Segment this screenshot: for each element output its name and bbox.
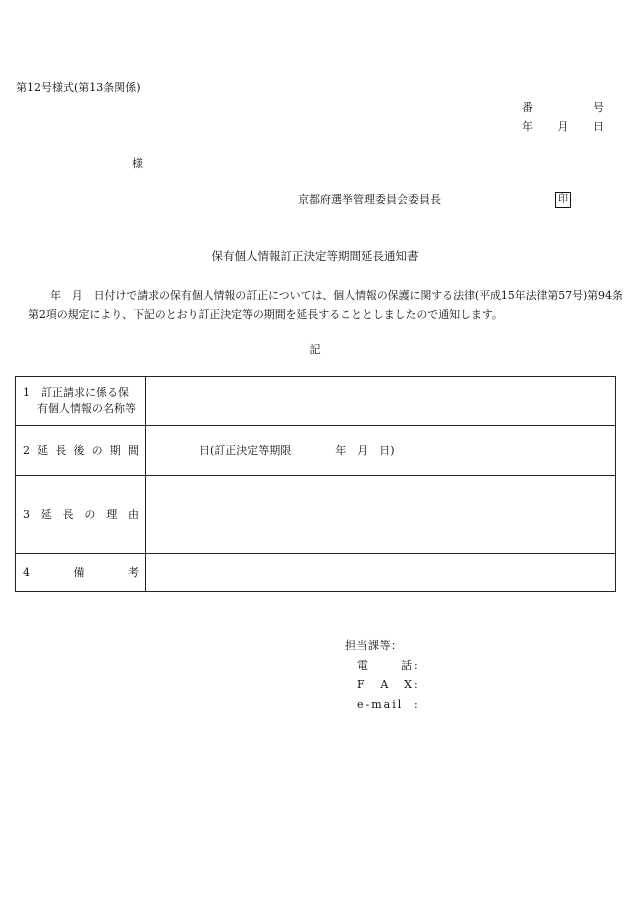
fax-label-char: A [380,678,389,691]
label-line: 1 訂正請求に係る保 [23,386,129,399]
label-char: 由 [127,507,139,521]
ban-label: 番 [522,101,533,114]
label-char: 考 [128,565,139,579]
label-char: 理 [106,507,118,521]
label-char: 4 [23,565,30,579]
extension-period-label [16,426,146,476]
document-title: 保有個人情報訂正決定等期間延長通知書 [211,249,419,263]
record-name-value[interactable] [146,377,616,426]
fax-label-char: F [357,678,365,691]
record-name-label [16,377,146,426]
remarks-label [16,554,146,592]
contact-fax [345,675,418,695]
label-char: 延 [40,507,52,521]
fax-label-char: X [404,678,412,691]
table-row [16,426,616,476]
colon: : [414,658,418,672]
extension-reason-label [16,476,146,554]
label-char: 長 [55,443,67,457]
label-char: 延 [37,443,49,457]
addressee-honorific: 様 [132,157,143,170]
table-row [16,476,616,554]
label-line: 有個人情報の名称等 [37,402,136,415]
go-label: 号 [593,101,604,114]
label-char: の [91,443,103,457]
ki-marker: 記 [309,343,321,356]
contact-phone [345,656,418,676]
phone-label-char: 話 [401,658,412,672]
body-paragraph: 年 月 日付けで請求の保有個人情報の訂正については、個人情報の保護に関する法律(平成15年法律第57号)第94条第2項の規定により、下記のとおり訂正決定等の期間を延長することとしましたので通知します。 [28,289,623,321]
label-char: 2 [23,443,30,457]
contact-email [345,695,418,715]
colon: : [414,697,418,711]
seal-box: 印 [555,192,571,208]
label-char: 間 [127,443,139,457]
label-char: 長 [62,507,74,521]
label-char: 備 [73,565,85,579]
email-label: e-mail [357,697,404,711]
year-label: 年 [522,120,533,133]
extension-reason-value[interactable] [146,476,616,554]
table-row [16,554,616,592]
document-number-line [522,101,604,114]
month-label: 月 [557,120,569,133]
date-line [522,120,604,133]
colon: : [414,678,418,691]
table-row [16,377,616,426]
contact-block [345,636,418,714]
day-label: 日 [593,120,604,133]
details-table [15,376,616,592]
phone-label-char: 電 [357,658,368,672]
contact-department: 担当課等： [345,639,403,652]
issuer-name: 京都府選挙管理委員会委員長 [298,193,441,206]
label-char: 期 [109,443,121,457]
extension-period-value[interactable] [146,426,616,476]
label-char: 後 [73,443,85,457]
extension-deadline-text: 日(訂正決定等期限 年 月 日) [199,443,395,457]
remarks-value[interactable] [146,554,616,592]
label-char: 3 [23,507,30,521]
form-number: 第12号様式(第13条関係) [16,81,141,94]
label-char: の [84,507,96,521]
